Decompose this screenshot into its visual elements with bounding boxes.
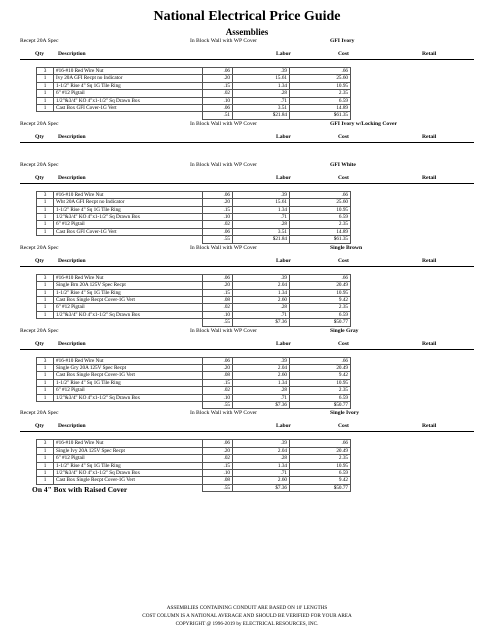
total-cost: $7.36 (233, 484, 290, 491)
cell-desc: 6" #12 Pigtail (54, 221, 203, 228)
cell-cost: .71 (233, 470, 290, 477)
table-row (37, 199, 351, 206)
section-spec: Recept 20A Spec (20, 161, 59, 168)
cell-desc: Single Ivy 20A 125V Spec Recpt (54, 447, 203, 454)
assembly-section (0, 409, 494, 492)
cell-retail: 6.59 (290, 214, 351, 221)
table-row (37, 191, 351, 198)
section-name: GFI Ivory w/Locking Cover (330, 120, 397, 127)
cell-cost: 1.34 (233, 82, 290, 89)
total-retail: $61.35 (290, 112, 351, 119)
footer-conduit-note: ASSEMBLIES CONTAINING CONDUIT ARE BASED ON 10' LENGTHS (166, 605, 328, 611)
table-row (37, 296, 351, 303)
cell-retail: 10.95 (290, 379, 351, 386)
cell-labor: .06 (203, 357, 233, 364)
table-row (37, 214, 351, 221)
cell-retail: 25.60 (290, 75, 351, 82)
table-row (37, 228, 351, 235)
col-labor-header: Labor (276, 174, 291, 181)
col-description-header: Description (58, 51, 86, 57)
table-row (37, 477, 351, 484)
cell-cost: 2.04 (233, 282, 290, 289)
cell-desc: 1/2"&3/4" KO 4"x1-1/2" Sq Drawn Box (54, 214, 203, 221)
cell-cost: 1.34 (233, 289, 290, 296)
assembly-section (0, 161, 494, 244)
cell-labor: .02 (203, 221, 233, 228)
total-labor: .55 (203, 236, 233, 243)
totals-row (37, 401, 351, 408)
assembly-sections (0, 37, 494, 492)
cell-labor: .06 (203, 68, 233, 75)
section-header (0, 161, 494, 171)
section-install: In Block Wall with WP Cover (190, 120, 258, 127)
cell-retail: 10.95 (290, 462, 351, 469)
cell-desc: 6" #12 Pigtail (54, 387, 203, 394)
cell-labor: .02 (203, 455, 233, 462)
section-spec: Recept 20A Spec (20, 244, 59, 251)
cell-desc: #16-#10 Red Wire Nut (54, 274, 203, 281)
cell-qty: 1 (37, 75, 54, 82)
column-header-row (20, 130, 474, 143)
total-cost: $7.36 (233, 401, 290, 408)
cell-cost: .28 (233, 304, 290, 311)
total-retail: $50.77 (290, 319, 351, 326)
cell-retail: 14.89 (290, 105, 351, 112)
items-table (36, 357, 351, 410)
cell-qty: 1 (37, 221, 54, 228)
cell-retail: 6.59 (290, 470, 351, 477)
cell-qty: 1 (37, 364, 54, 371)
cell-labor: .20 (203, 447, 233, 454)
items-table (36, 67, 351, 120)
col-cost-header: Cost (338, 174, 349, 181)
cell-labor: .06 (203, 440, 233, 447)
section-header (0, 120, 494, 130)
table-row (37, 206, 351, 213)
col-qty-header: Qty (35, 423, 45, 430)
cell-qty: 1 (37, 455, 54, 462)
cell-desc: 1-1/2" Rise 4" Sq 1G Tile Ring (54, 379, 203, 386)
table-row (37, 68, 351, 75)
cell-qty: 1 (37, 311, 54, 318)
cell-qty: 3 (37, 274, 54, 281)
col-retail-header: Retail (422, 257, 437, 264)
table-row (37, 387, 351, 394)
cell-desc: #16-#10 Red Wire Nut (54, 357, 203, 364)
table-row (37, 75, 351, 82)
section-install: In Block Wall with WP Cover (190, 161, 258, 168)
cell-qty: 1 (37, 82, 54, 89)
cell-retail: 10.95 (290, 82, 351, 89)
table-row (37, 440, 351, 447)
col-description-header: Description (58, 133, 86, 140)
cell-labor: .15 (203, 289, 233, 296)
col-retail-header: Retail (422, 174, 437, 181)
total-retail: $61.35 (290, 236, 351, 243)
cell-qty: 3 (37, 440, 54, 447)
column-header-row (20, 419, 474, 432)
section-spec: Recept 20A Spec (20, 38, 59, 44)
cell-desc: Cast Box Single Recpt Cover-1G Vert (54, 296, 203, 303)
cell-desc: 1/2"&3/4" KO 4"x1-1/2" Sq Drawn Box (54, 394, 203, 401)
col-description-header: Description (58, 174, 86, 181)
cell-qty: 1 (37, 228, 54, 235)
cell-desc: #16-#10 Red Wire Nut (54, 191, 203, 198)
col-labor-header: Labor (276, 257, 291, 264)
total-retail: $50.77 (290, 484, 351, 491)
cell-cost: 3.51 (233, 105, 290, 112)
cell-qty: 1 (37, 477, 54, 484)
col-retail-header: Retail (422, 133, 437, 140)
cell-retail: 20.49 (290, 447, 351, 454)
section-spec: Recept 20A Spec (20, 120, 59, 127)
cell-cost: .28 (233, 221, 290, 228)
cell-labor: .08 (203, 372, 233, 379)
col-qty-header: Qty (35, 51, 45, 57)
table-row (37, 97, 351, 104)
totals-row (37, 319, 351, 326)
section-install: In Block Wall with WP Cover (190, 38, 258, 44)
cell-retail: 2.35 (290, 221, 351, 228)
cell-retail: 6.59 (290, 311, 351, 318)
cell-retail: 9.42 (290, 372, 351, 379)
cell-qty: 1 (37, 199, 54, 206)
cell-desc: Cast Box GFI Cover-1G Vert (54, 228, 203, 235)
assembly-section (0, 327, 494, 410)
table-row (37, 364, 351, 371)
cell-cost: .28 (233, 387, 290, 394)
section-name: Single Ivory (330, 410, 360, 417)
cell-retail: 6.59 (290, 97, 351, 104)
total-cost: $7.36 (233, 319, 290, 326)
section-header (0, 327, 494, 337)
cell-retail: 10.95 (290, 206, 351, 213)
totals-row (37, 112, 351, 119)
cell-cost: .71 (233, 214, 290, 221)
cell-labor: .08 (203, 477, 233, 484)
totals-row (37, 236, 351, 243)
total-cost: $21.84 (233, 236, 290, 243)
section-spec: Recept 20A Spec (20, 327, 59, 334)
cell-desc: 1-1/2" Rise 4" Sq 1G Tile Ring (54, 289, 203, 296)
col-cost-header: Cost (338, 257, 349, 264)
cell-cost: .28 (233, 90, 290, 97)
cell-cost: .71 (233, 311, 290, 318)
cell-labor: .02 (203, 90, 233, 97)
raised-cover-heading: On 4" Box with Raised Cover (32, 485, 128, 494)
cell-retail: 6.59 (290, 394, 351, 401)
cell-cost: 1.34 (233, 379, 290, 386)
cell-desc: 1-1/2" Rise 4" Sq 1G Tile Ring (54, 206, 203, 213)
col-retail-header: Retail (422, 340, 437, 347)
cell-retail: 2.35 (290, 90, 351, 97)
section-spec: Recept 20A Spec (20, 410, 59, 417)
cell-desc: Single Brn 20A 125V Spec Recpt (54, 282, 203, 289)
section-header (0, 409, 494, 419)
col-qty-header: Qty (35, 340, 45, 347)
cell-desc: 6" #12 Pigtail (54, 455, 203, 462)
col-labor-header: Labor (276, 423, 291, 430)
cell-cost: .71 (233, 97, 290, 104)
page-title: National Electrical Price Guide (153, 9, 341, 24)
cell-labor: .20 (203, 282, 233, 289)
cell-qty: 1 (37, 289, 54, 296)
table-row (37, 447, 351, 454)
cell-desc: 1/2"&3/4" KO 4"x1-1/2" Sq Drawn Box (54, 97, 203, 104)
cell-desc: Ivy 20A GFI Recpt no Indicator (54, 75, 203, 82)
cell-desc: 6" #12 Pigtail (54, 90, 203, 97)
table-row (37, 105, 351, 112)
cell-labor: .20 (203, 199, 233, 206)
footer-cost-note: COST COLUMN IS A NATIONAL AVERAGE AND SHOULD BE VERIFIED FOR YOUR AREA (142, 613, 352, 619)
col-qty-header: Qty (35, 174, 45, 181)
total-cost: $21.84 (233, 112, 290, 119)
cell-desc: Cast Box Single Recpt Cover-1G Vert (54, 477, 203, 484)
cell-labor: .06 (203, 105, 233, 112)
section-install: In Block Wall with WP Cover (190, 244, 258, 251)
col-cost-header: Cost (338, 51, 349, 57)
footer-copyright: COPYRIGHT @ 1996-2019 by ELECTRICAL RESOURCES, INC. (175, 621, 319, 627)
cell-desc: 1/2"&3/4" KO 4"x1-1/2" Sq Drawn Box (54, 470, 203, 477)
cell-desc: 1-1/2" Rise 4" Sq 1G Tile Ring (54, 462, 203, 469)
table-row (37, 274, 351, 281)
total-labor: .55 (203, 319, 233, 326)
cell-qty: 1 (37, 304, 54, 311)
cell-cost: 1.34 (233, 206, 290, 213)
cell-qty: 1 (37, 470, 54, 477)
cell-retail: .66 (290, 440, 351, 447)
col-cost-header: Cost (338, 133, 349, 140)
cell-cost: .28 (233, 455, 290, 462)
cell-desc: #16-#10 Red Wire Nut (54, 440, 203, 447)
cell-cost: .39 (233, 357, 290, 364)
assembly-section (0, 244, 494, 327)
cell-qty: 1 (37, 90, 54, 97)
table-row (37, 379, 351, 386)
cell-qty: 1 (37, 97, 54, 104)
column-header-row (20, 337, 474, 350)
col-retail-header: Retail (422, 423, 437, 430)
col-qty-header: Qty (35, 257, 45, 264)
col-retail-header: Retail (422, 51, 437, 57)
cell-labor: .15 (203, 82, 233, 89)
cell-retail: 20.49 (290, 282, 351, 289)
cell-qty: 1 (37, 372, 54, 379)
cell-cost: .39 (233, 68, 290, 75)
cell-cost: 15.61 (233, 199, 290, 206)
cell-retail: .66 (290, 357, 351, 364)
section-name: Single Brown (330, 244, 363, 251)
cell-qty: 1 (37, 447, 54, 454)
cell-labor: .06 (203, 228, 233, 235)
cell-labor: .20 (203, 364, 233, 371)
cell-cost: 2.60 (233, 477, 290, 484)
cell-qty: 1 (37, 394, 54, 401)
table-row (37, 282, 351, 289)
table-row (37, 221, 351, 228)
table-row (37, 372, 351, 379)
cell-retail: 14.89 (290, 228, 351, 235)
table-row (37, 90, 351, 97)
cell-desc: Cast Box GFI Cover-1G Vert (54, 105, 203, 112)
total-labor: .55 (203, 484, 233, 491)
cell-labor: .06 (203, 191, 233, 198)
cell-qty: 1 (37, 296, 54, 303)
total-retail: $50.77 (290, 401, 351, 408)
table-row (37, 462, 351, 469)
cell-cost: 1.34 (233, 462, 290, 469)
cell-qty: 3 (37, 68, 54, 75)
section-name: GFI White (330, 161, 356, 168)
col-labor-header: Labor (276, 340, 291, 347)
cell-cost: .71 (233, 394, 290, 401)
column-header-row (20, 254, 474, 267)
cell-cost: 2.04 (233, 447, 290, 454)
assembly-section (0, 37, 494, 120)
cell-cost: .39 (233, 440, 290, 447)
cell-cost: 3.51 (233, 228, 290, 235)
cell-qty: 1 (37, 462, 54, 469)
cell-qty: 1 (37, 206, 54, 213)
table-row (37, 304, 351, 311)
section-install: In Block Wall with WP Cover (190, 410, 258, 417)
col-cost-header: Cost (338, 340, 349, 347)
cell-desc: Wht 20A GFI Recpt no Indicator (54, 199, 203, 206)
cell-labor: .02 (203, 387, 233, 394)
section-install: In Block Wall with WP Cover (190, 327, 258, 334)
cell-labor: .02 (203, 304, 233, 311)
cell-labor: .10 (203, 470, 233, 477)
col-description-header: Description (58, 423, 86, 430)
cell-desc: Cast Box Single Recpt Cover-1G Vert (54, 372, 203, 379)
col-description-header: Description (58, 257, 86, 264)
cell-labor: .06 (203, 274, 233, 281)
cell-retail: 2.35 (290, 455, 351, 462)
section-name: Single Gray (330, 327, 359, 334)
cell-retail: .66 (290, 274, 351, 281)
col-description-header: Description (58, 340, 86, 347)
cell-qty: 3 (37, 191, 54, 198)
cell-cost: 15.61 (233, 75, 290, 82)
cell-retail: 10.95 (290, 289, 351, 296)
cell-retail: 2.35 (290, 387, 351, 394)
items-table (36, 274, 351, 327)
col-labor-header: Labor (276, 133, 291, 140)
cell-qty: 1 (37, 387, 54, 394)
cell-qty: 3 (37, 357, 54, 364)
cell-cost: 2.04 (233, 364, 290, 371)
cell-retail: 20.49 (290, 364, 351, 371)
cell-cost: 2.60 (233, 296, 290, 303)
cell-retail: .66 (290, 68, 351, 75)
cell-retail: .66 (290, 191, 351, 198)
page-subtitle: Assemblies (225, 27, 269, 37)
section-name: GFI Ivory (330, 38, 355, 44)
cell-desc: Single Gry 20A 125V Spec Recpt (54, 364, 203, 371)
cell-labor: .20 (203, 75, 233, 82)
cell-retail: 25.60 (290, 199, 351, 206)
cell-labor: .15 (203, 462, 233, 469)
col-cost-header: Cost (338, 423, 349, 430)
table-row (37, 394, 351, 401)
table-row (37, 357, 351, 364)
table-row (37, 82, 351, 89)
cell-labor: .10 (203, 311, 233, 318)
cell-labor: .15 (203, 206, 233, 213)
col-labor-header: Labor (276, 51, 291, 57)
cell-cost: .39 (233, 191, 290, 198)
cell-labor: .10 (203, 97, 233, 104)
section-header (0, 37, 494, 47)
cell-retail: 9.42 (290, 296, 351, 303)
table-row (37, 311, 351, 318)
cell-qty: 1 (37, 105, 54, 112)
cell-desc: 1-1/2" Rise 4" Sq 1G Tile Ring (54, 82, 203, 89)
assembly-section (0, 120, 494, 161)
cell-qty: 1 (37, 379, 54, 386)
table-row (37, 470, 351, 477)
col-qty-header: Qty (35, 133, 45, 140)
cell-qty: 1 (37, 214, 54, 221)
cell-qty: 1 (37, 282, 54, 289)
total-labor: .55 (203, 401, 233, 408)
cell-cost: .39 (233, 274, 290, 281)
cell-labor: .10 (203, 394, 233, 401)
table-row (37, 289, 351, 296)
total-labor: .51 (203, 112, 233, 119)
items-table (36, 191, 351, 244)
cell-labor: .10 (203, 214, 233, 221)
table-row (37, 455, 351, 462)
cell-labor: .08 (203, 296, 233, 303)
cell-cost: 2.60 (233, 372, 290, 379)
cell-retail: 2.35 (290, 304, 351, 311)
cell-desc: 1/2"&3/4" KO 4"x1-1/2" Sq Drawn Box (54, 311, 203, 318)
column-header-row (20, 47, 474, 60)
cell-desc: #16-#10 Red Wire Nut (54, 68, 203, 75)
cell-labor: .15 (203, 379, 233, 386)
section-header (0, 244, 494, 254)
cell-desc: 6" #12 Pigtail (54, 304, 203, 311)
cell-retail: 9.42 (290, 477, 351, 484)
column-header-row (20, 171, 474, 184)
